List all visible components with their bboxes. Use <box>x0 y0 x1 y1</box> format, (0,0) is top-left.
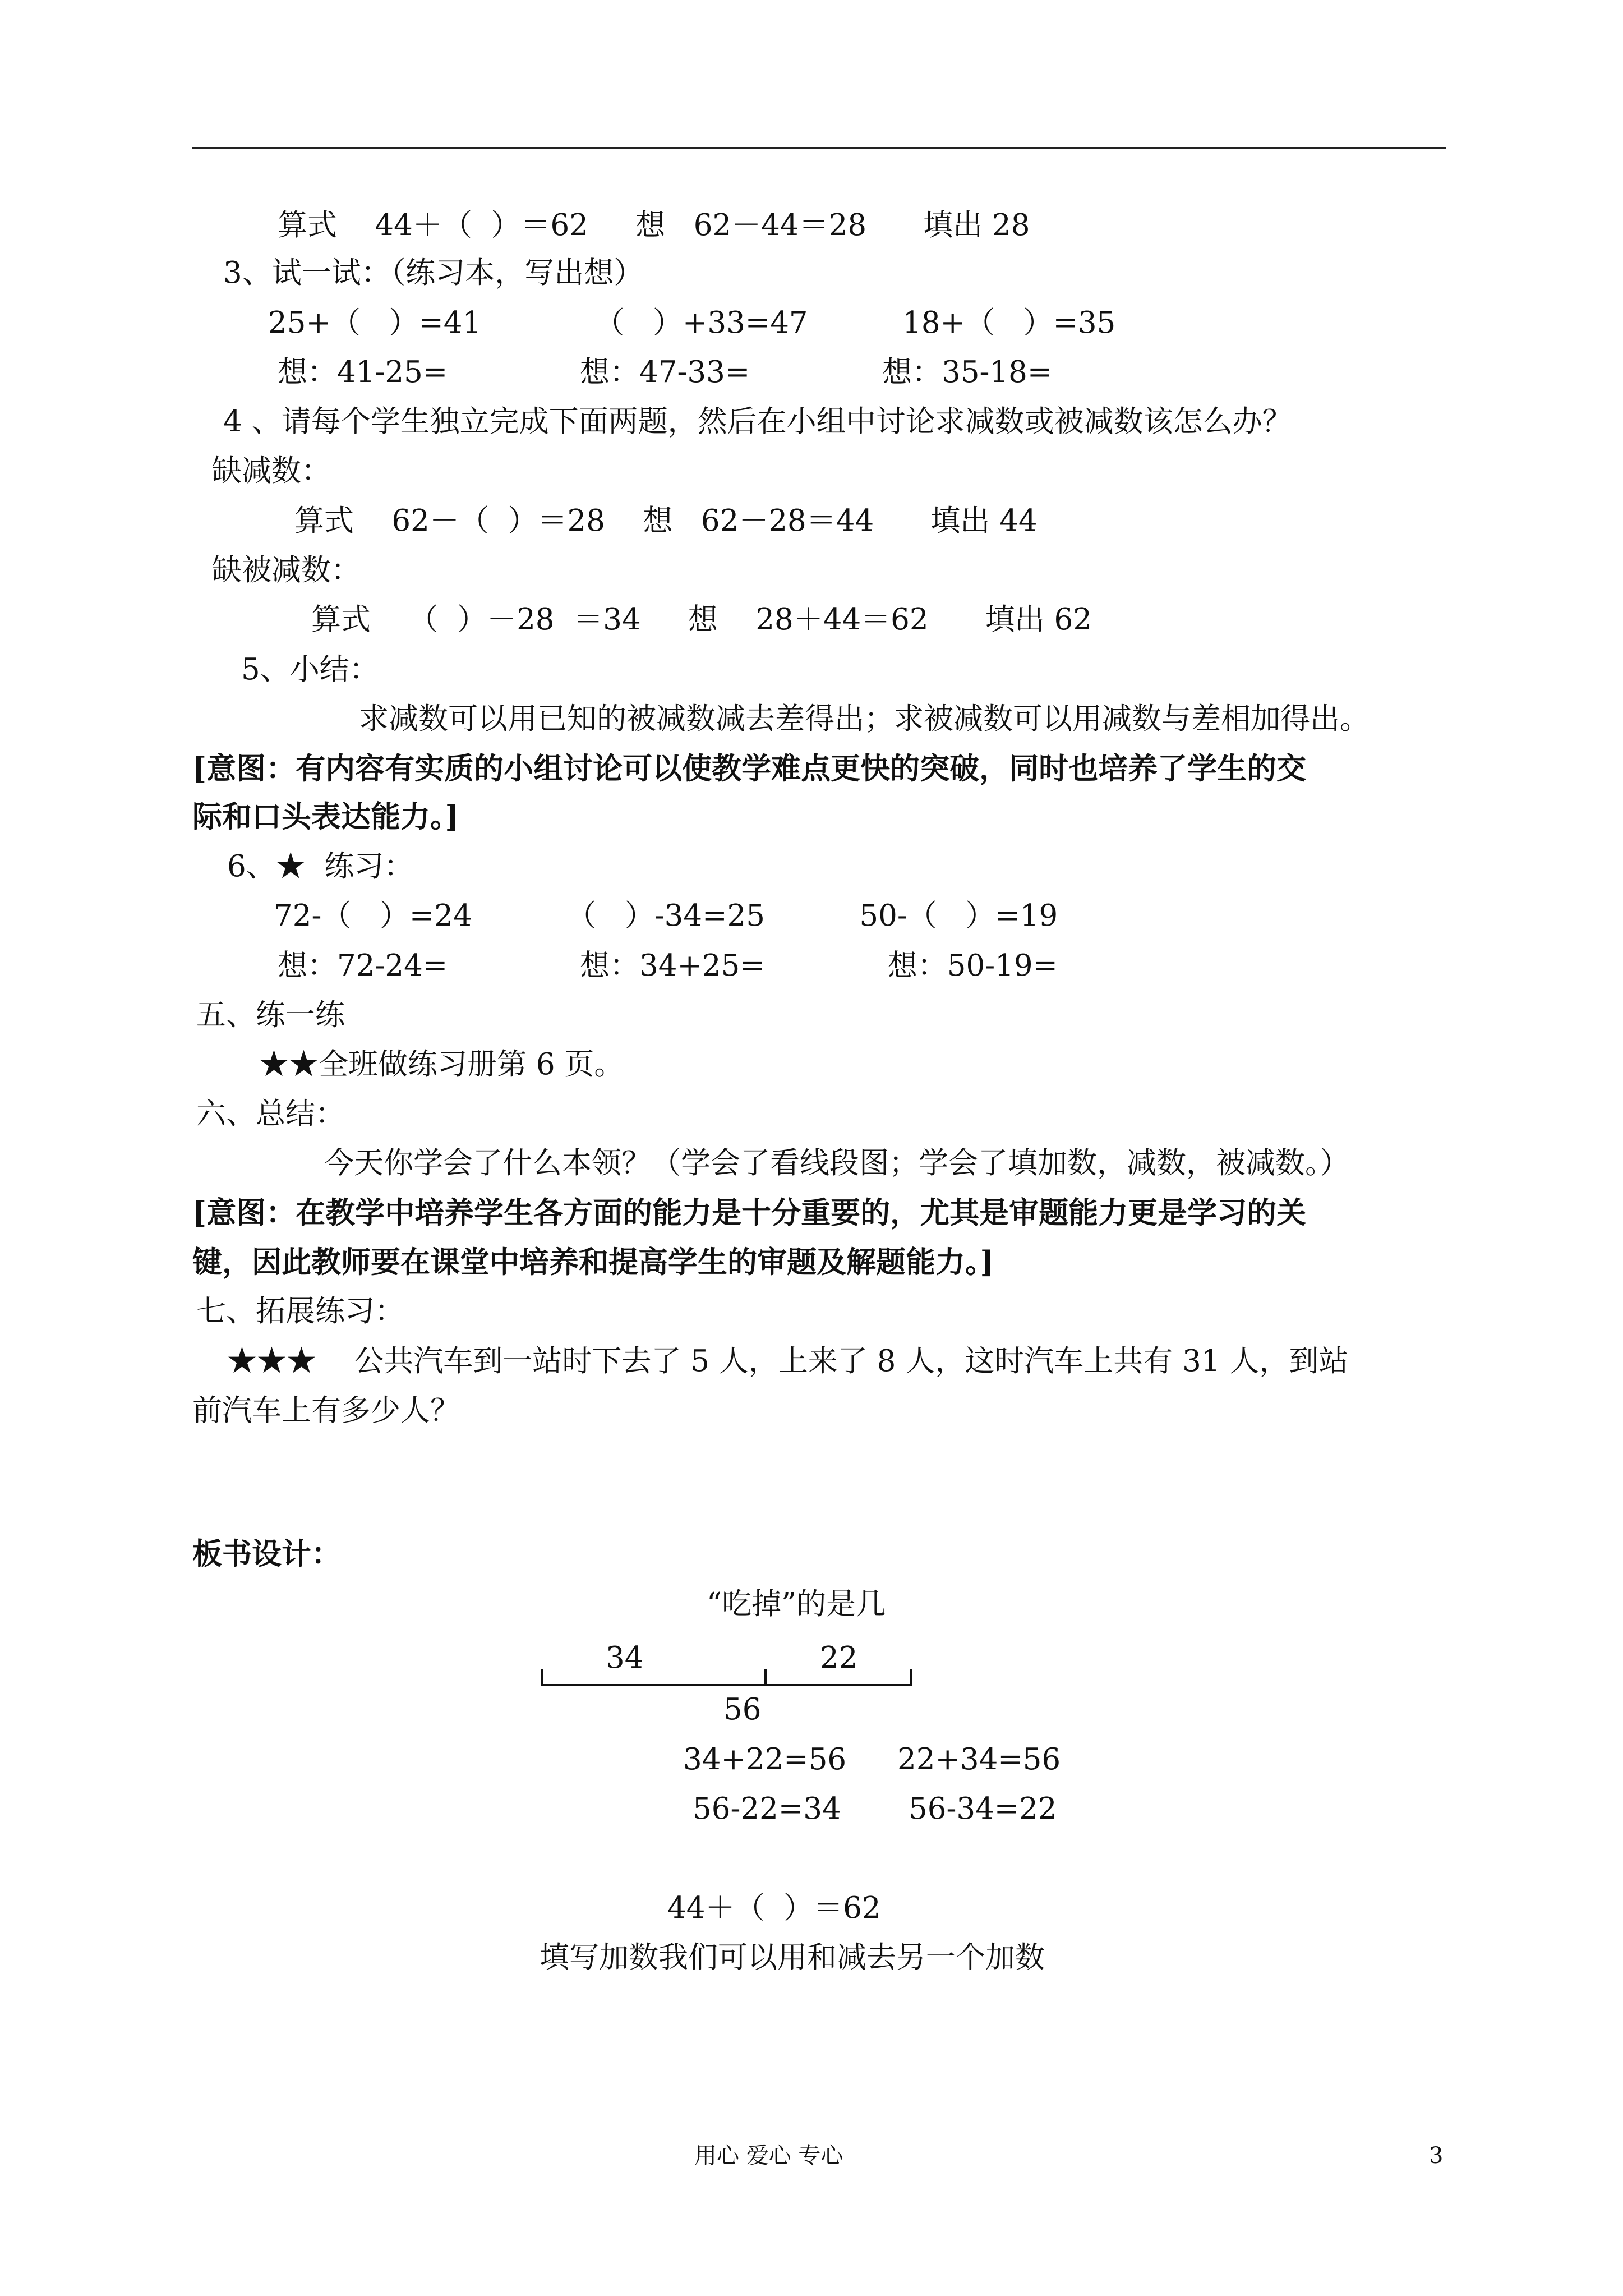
board-equation: 34+22=56 <box>683 1742 847 1777</box>
intent-note: 际和口头表达能力。] <box>192 799 459 834</box>
board-title: “吃掉”的是几 <box>707 1587 886 1621</box>
segment-line <box>541 1684 912 1686</box>
section-heading: 六、总结： <box>196 1097 345 1131</box>
intent-note: [意图：在教学中培养学生各方面的能力是十分重要的，尤其是审题能力更是学习的关 <box>192 1195 1307 1230</box>
section-heading: 七、拓展练习： <box>196 1294 404 1328</box>
segment-label-left: 34 <box>606 1641 644 1675</box>
extension-problem: ★★★ 公共汽车到一站时下去了 5 人，上来了 8 人，这时汽车上共有 31 人，到站 <box>227 1344 1349 1378</box>
section-heading: 五、练一练 <box>196 998 345 1032</box>
board-equation: 56-34=22 <box>909 1792 1057 1826</box>
segment-label-right: 22 <box>820 1641 858 1675</box>
extension-problem: 前汽车上有多少人？ <box>192 1393 460 1428</box>
exercise-row: 72-（ ）=24 （ ）-34=25 50-（ ）=19 <box>274 899 1058 933</box>
practice-text: ★★全班做练习册第 6 页。 <box>259 1047 624 1082</box>
section-heading: 4 、请每个学生独立完成下面两题，然后在小组中讨论求减数或被减数该怎么办？ <box>223 404 1292 439</box>
formula-line: 算式 44＋（ ）＝62 想 62－44＝28 填出 28 <box>278 208 1030 242</box>
board-equation: 56-22=34 <box>693 1792 841 1826</box>
formula-line: 算式 （ ）－28 ＝34 想 28＋44＝62 填出 62 <box>311 602 1092 637</box>
formula-line: 算式 62－（ ）＝28 想 62－28＝44 填出 44 <box>294 504 1038 538</box>
section-heading: 5、小结： <box>241 652 379 687</box>
board-equation: 22+34=56 <box>897 1742 1061 1777</box>
board-heading: 板书设计： <box>192 1536 341 1571</box>
intent-note: [意图：有内容有实质的小组讨论可以使教学难点更快的突破，同时也培养了学生的交 <box>192 751 1307 786</box>
footer-motto: 用心 爱心 专心 <box>694 2143 843 2169</box>
header-rule <box>192 147 1446 149</box>
subheading: 缺被减数： <box>212 553 361 587</box>
segment-tick-middle <box>764 1669 767 1686</box>
exercise-think-row: 想：72-24= 想：34+25= 想：50-19= <box>278 949 1058 983</box>
subheading: 缺减数： <box>212 454 331 488</box>
summary-text: 今天你学会了什么本领？（学会了看线段图；学会了填加数，减数，被减数。） <box>324 1146 1350 1180</box>
summary-text: 求减数可以用已知的被减数减去差得出；求被减数可以用减数与差相加得出。 <box>359 702 1370 736</box>
intent-note: 键，因此教师要在课堂中培养和提高学生的审题及解题能力。] <box>192 1245 994 1280</box>
page-number: 3 <box>1429 2143 1444 2169</box>
board-equation: 44＋（ ）＝62 <box>667 1891 881 1925</box>
exercise-row: 25+（ ）=41 （ ）+33=47 18+（ ）=35 <box>268 306 1116 340</box>
segment-tick-left <box>541 1669 543 1686</box>
section-heading: 6、★ 练习： <box>227 849 414 884</box>
segment-total: 56 <box>723 1692 762 1727</box>
section-heading: 3、试一试：（练习本，写出想） <box>223 256 644 290</box>
segment-tick-right <box>910 1669 912 1686</box>
board-note: 填写加数我们可以用和减去另一个加数 <box>540 1940 1045 1975</box>
exercise-think-row: 想：41-25= 想：47-33= 想：35-18= <box>278 355 1053 389</box>
